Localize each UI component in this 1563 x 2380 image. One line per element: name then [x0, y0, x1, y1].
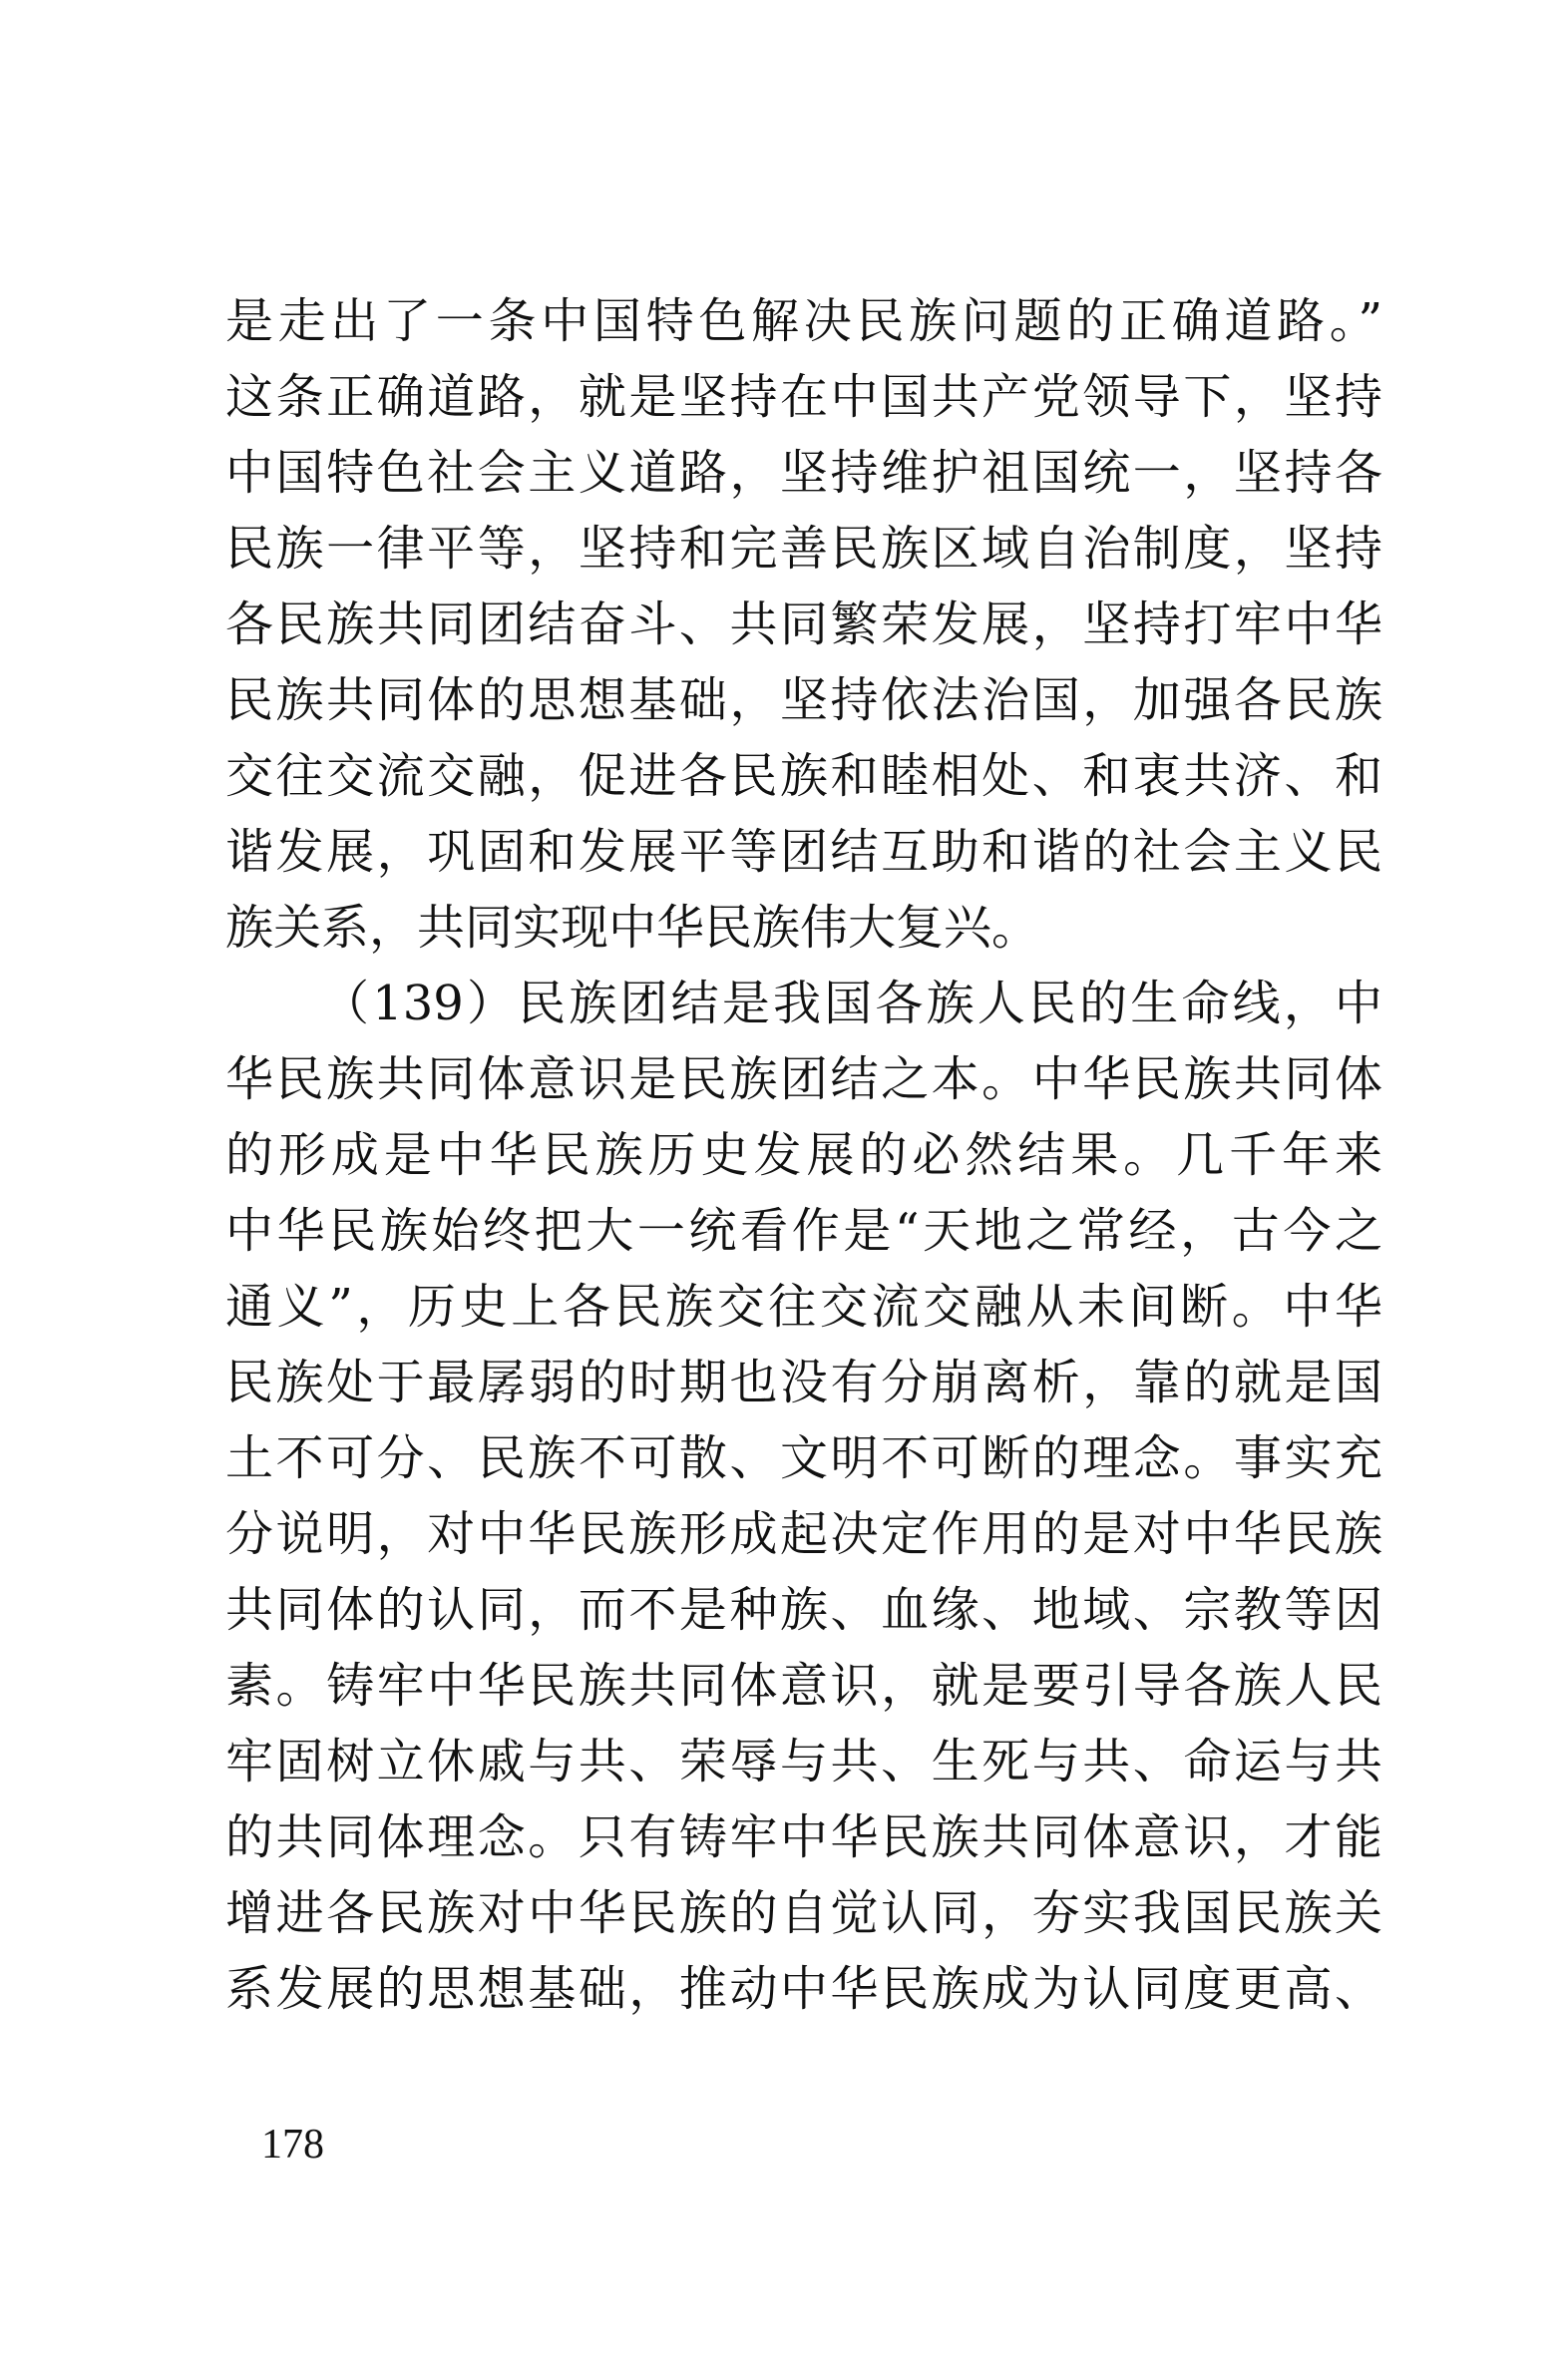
text-line-21: 的共同体理念。只有铸牢中华民族共同体意识，才能 — [225, 1809, 1382, 1865]
text-line-3: 中国特色社会主义道路，坚持维护祖国统一，坚持各 — [225, 445, 1382, 501]
text-line-2: 这条正确道路，就是坚持在中国共产党领导下，坚持 — [225, 369, 1382, 425]
text-line-20: 牢固树立休戚与共、荣辱与共、生死与共、命运与共 — [225, 1734, 1382, 1789]
text-line-17: 分说明，对中华民族形成起决定作用的是对中华民族 — [225, 1506, 1382, 1562]
text-line-9: 族关系，共同实现中华民族伟大复兴。 — [225, 900, 1040, 956]
text-line-15: 民族处于最孱弱的时期也没有分崩离析，靠的就是国 — [225, 1355, 1382, 1410]
text-line-19: 素。铸牢中华民族共同体意识，就是要引导各族人民 — [225, 1658, 1382, 1714]
text-line-7: 交往交流交融，促进各民族和睦相处、和衷共济、和 — [225, 748, 1382, 804]
text-line-1: 是走出了一条中国特色解决民族问题的正确道路。” — [225, 293, 1382, 349]
paragraph-139-first-line: （139）民族团结是我国各族人民的生命线，中 — [321, 976, 1382, 1031]
text-line-4: 民族一律平等，坚持和完善民族区域自治制度，坚持 — [225, 521, 1382, 577]
text-line-23: 系发展的思想基础，推动中华民族成为认同度更高、 — [225, 1961, 1382, 2017]
text-line-16: 土不可分、民族不可散、文明不可断的理念。事实充 — [225, 1430, 1382, 1486]
text-line-8: 谐发展，巩固和发展平等团结互助和谐的社会主义民 — [225, 824, 1382, 880]
text-line-14: 通义”，历史上各民族交往交流交融从未间断。中华 — [225, 1279, 1382, 1335]
text-line-18: 共同体的认同，而不是种族、血缘、地域、宗教等因 — [225, 1582, 1382, 1638]
text-line-6: 民族共同体的思想基础，坚持依法治国，加强各民族 — [225, 672, 1382, 728]
text-line-22: 增进各民族对中华民族的自觉认同，夯实我国民族关 — [225, 1885, 1382, 1941]
text-line-13: 中华民族始终把大一统看作是“天地之常经，古今之 — [225, 1203, 1382, 1259]
body-text — [225, 283, 1382, 2027]
text-line-12: 的形成是中华民族历史发展的必然结果。几千年来 — [225, 1127, 1382, 1183]
page-number: 178 — [261, 2122, 324, 2168]
text-line-5: 各民族共同团结奋斗、共同繁荣发展，坚持打牢中华 — [225, 596, 1382, 652]
text-line-11: 华民族共同体意识是民族团结之本。中华民族共同体 — [225, 1051, 1382, 1107]
